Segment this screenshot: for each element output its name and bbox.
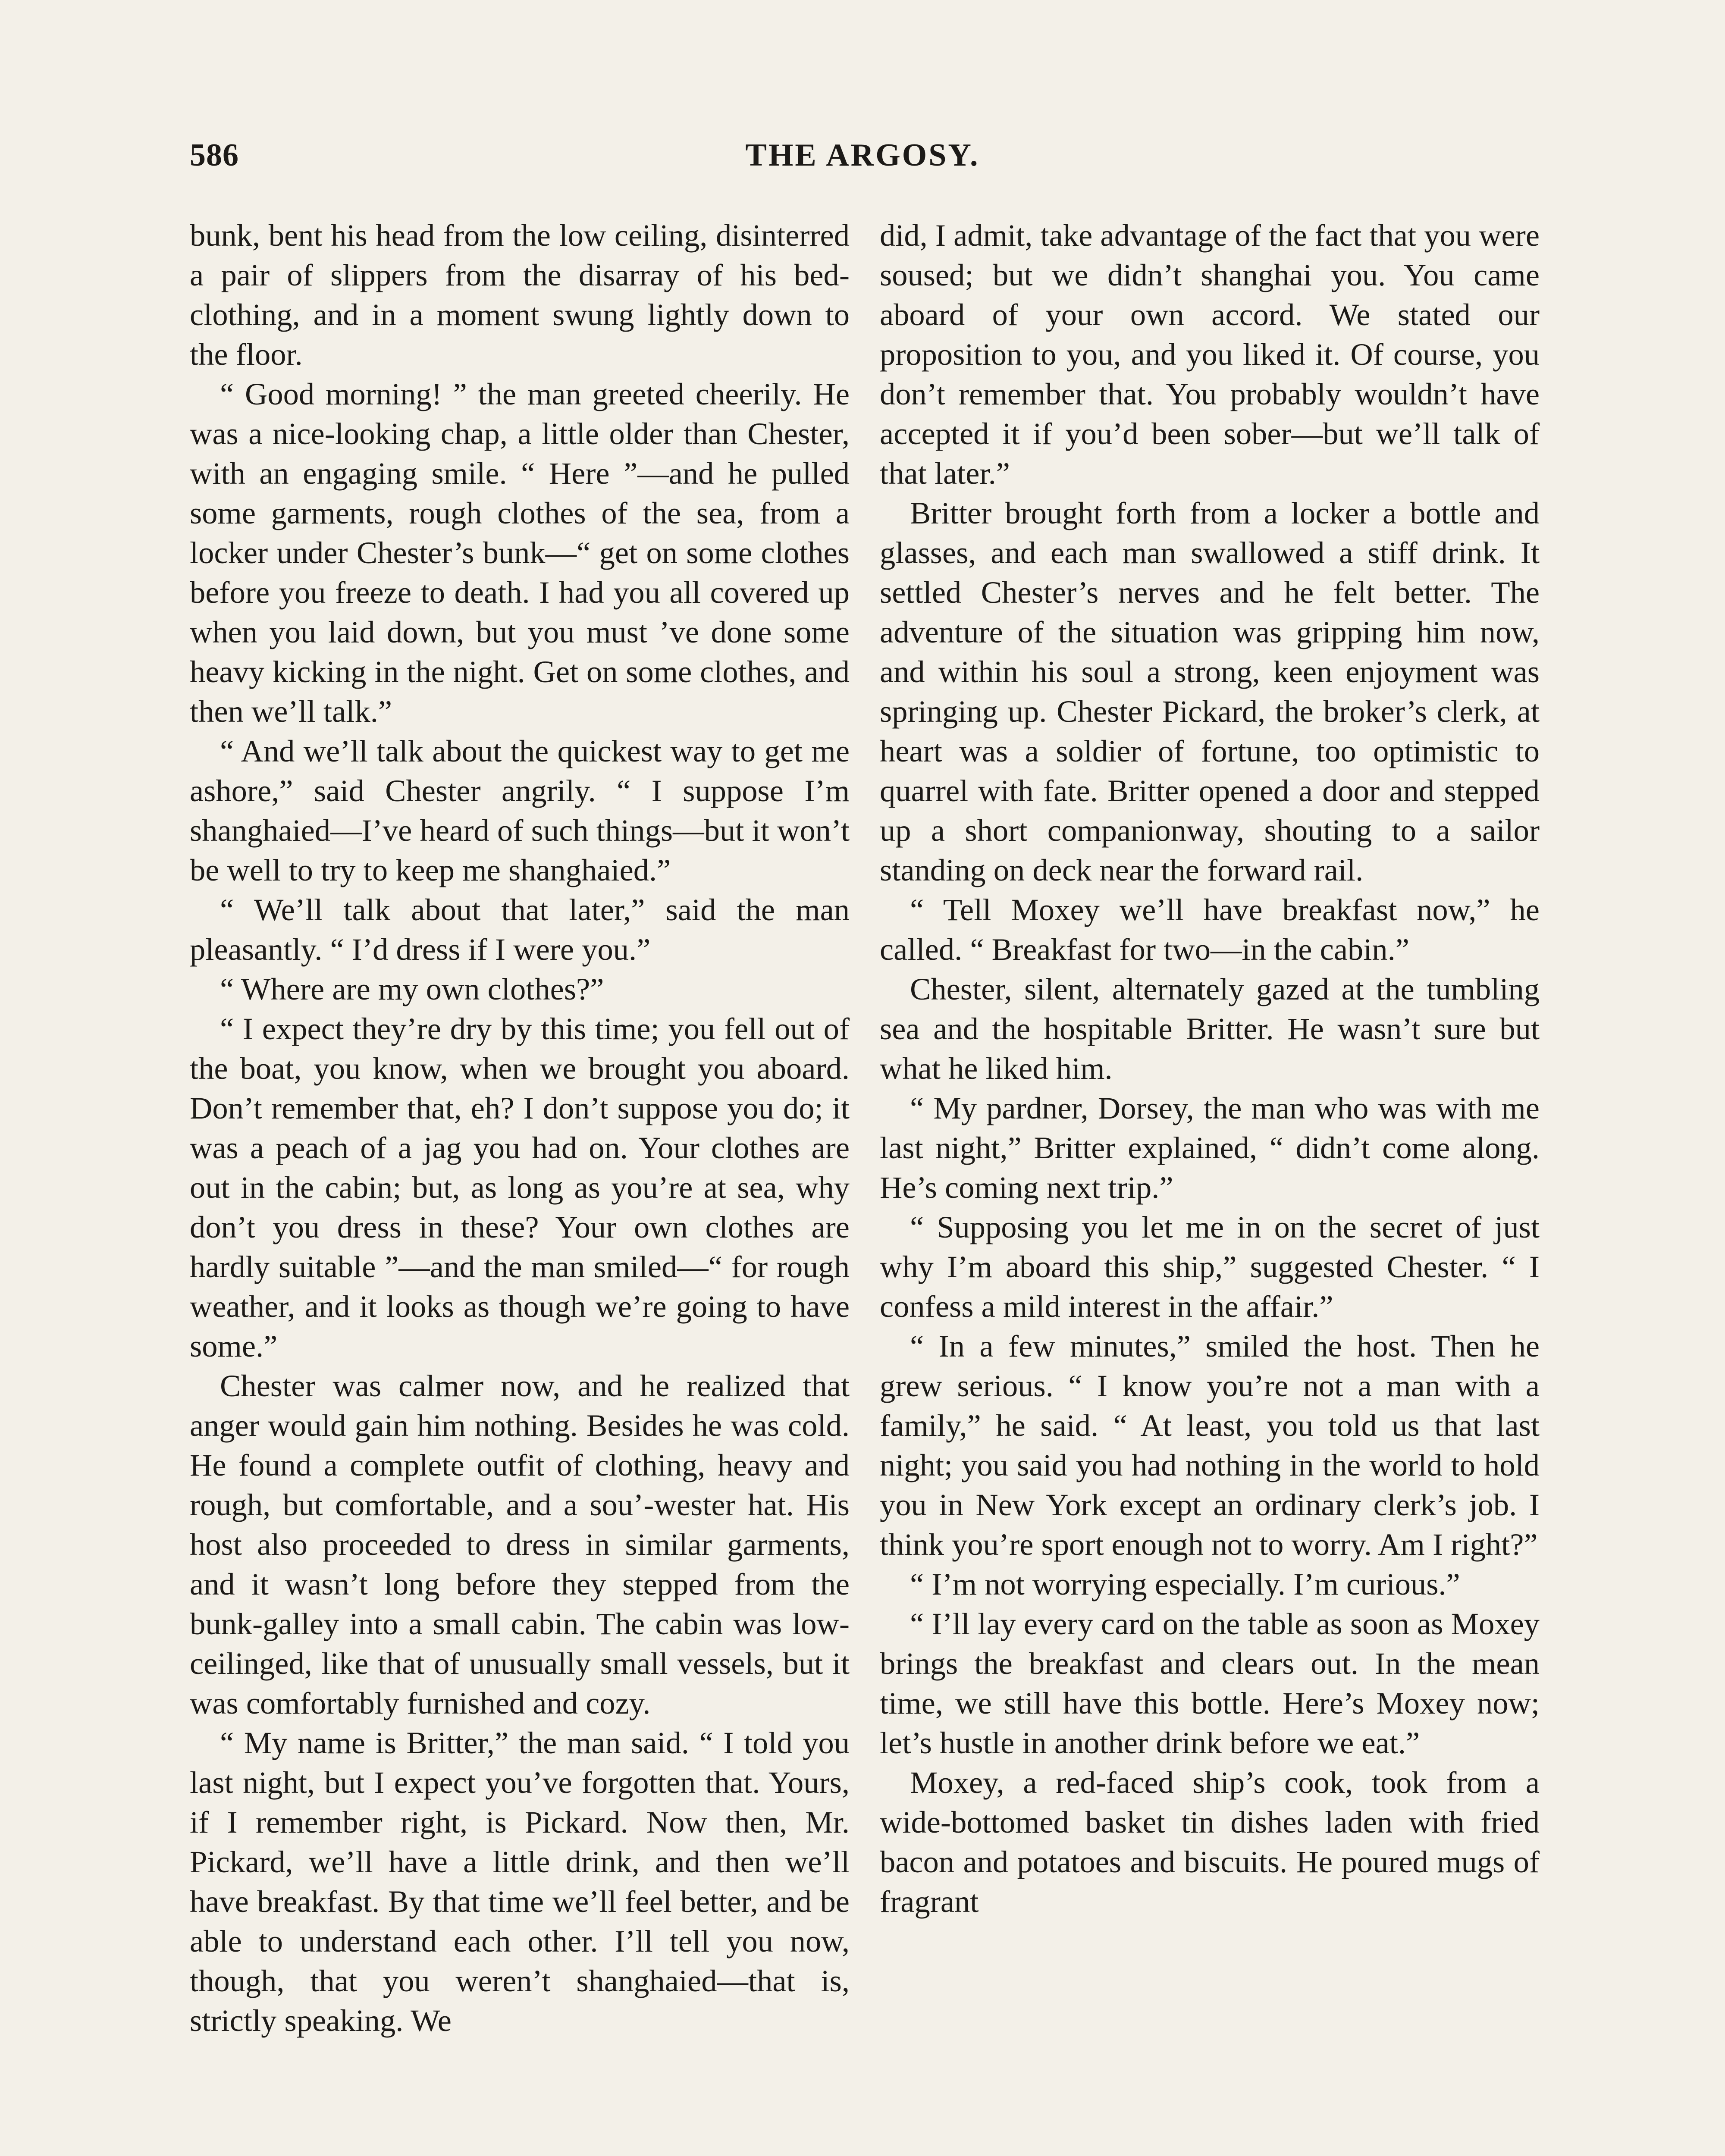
paragraph: did, I admit, take advantage of the fact that you were soused; but we didn’t shanghai you. You came aboard of your own accord. We stated our proposition to you, and you liked it. Of course, you don’t remember that. You probably wouldn’t have accepted it if you’d been sober—but we’ll talk of that later.”	[880, 218, 1540, 491]
paragraph: “ I’ll lay every card on the table as soon as Moxey brings the breakfast and clears out. In the mean time, we still have this bottle. Here’s Moxey now; let’s hustle in another drink before we eat.”	[880, 1606, 1540, 1760]
paragraph: “ Supposing you let me in on the secret of just why I’m aboard this ship,” suggested Chester. “ I confess a mild interest in the affair.”	[880, 1210, 1540, 1324]
page-number: 586	[190, 138, 239, 173]
paragraph: Chester, silent, alternately gazed at the tumbling sea and the hospitable Britter. He wasn’t sure but what he liked him.	[880, 971, 1540, 1086]
paragraph: “ Good morning! ” the man greeted cheerily. He was a nice-looking chap, a little older than Chester, with an engaging smile. “ Here ”—and he pulled some garments, rough clothes of the sea, from a locker under Chester’s bunk—“ get on some clothes before you freeze to death. I had you all covered up when you laid down, but you must ’ve done some heavy kicking in the night. Get on some clothes, and then we’ll talk.”	[190, 376, 850, 729]
paragraph: “ My pardner, Dorsey, the man who was with me last night,” Britter explained, “ didn’t come along. He’s coming next trip.”	[880, 1091, 1540, 1205]
left-column	[190, 216, 850, 2040]
running-head	[190, 137, 1535, 185]
paragraph: “ Where are my own clothes?”	[220, 971, 604, 1006]
magazine-title: THE ARGOSY.	[745, 138, 980, 173]
paragraph: “ We’ll talk about that later,” said the man pleasantly. “ I’d dress if I were you.”	[190, 892, 850, 967]
paragraph: “ Tell Moxey we’ll have breakfast now,” he called. “ Breakfast for two—in the cabin.”	[880, 892, 1540, 967]
right-column	[880, 216, 1540, 1921]
paragraph: Moxey, a red-faced ship’s cook, took from a wide-bottomed basket tin dishes laden with fried bacon and potatoes and biscuits. He poured mugs of fragrant	[880, 1765, 1540, 1919]
paragraph: “ I expect they’re dry by this time; you fell out of the boat, you know, when we brought you aboard. Don’t remember that, eh? I don’t suppose you do; it was a peach of a jag you had on. Your clothes are out in the cabin; but, as long as you’re at sea, why don’t you dress in these? Your own clothes are hardly suitable ”—and the man smiled—“ for rough weather, and it looks as though we’re going to have some.”	[190, 1011, 850, 1363]
paragraph: Britter brought forth from a locker a bottle and glasses, and each man swallowed a stiff drink. It settled Chester’s nerves and he felt better. The adventure of the situation was gripping him now, and within his soul a strong, keen enjoyment was springing up. Chester Pickard, the broker’s clerk, at heart was a soldier of fortune, too optimistic to quarrel with fate. Britter opened a door and stepped up a short companionway, shouting to a sailor standing on deck near the forward rail.	[880, 495, 1540, 887]
paragraph: “ I’m not worrying especially. I’m curious.”	[910, 1567, 1460, 1601]
paragraph: “ And we’ll talk about the quickest way to get me ashore,” said Chester angrily. “ I suppose I’m shanghaied—I’ve heard of such things—but it won’t be well to try to keep me shanghaied.”	[190, 733, 850, 887]
paragraph: “ My name is Britter,” the man said. “ I told you last night, but I expect you’ve forgotten that. Yours, if I remember right, is Pickard. Now then, Mr. Pickard, we’ll have a little drink, and then we’ll have breakfast. By that time we’ll feel better, and be able to understand each other. I’ll tell you now, though, that you weren’t shanghaied—that is, strictly speaking. We	[190, 1725, 850, 2038]
paragraph: bunk, bent his head from the low ceiling, disinterred a pair of slippers from the disarray of his bed-clothing, and in a moment swung lightly down to the floor.	[190, 218, 850, 372]
paragraph: Chester was calmer now, and he realized that anger would gain him nothing. Besides he was cold. He found a complete outfit of clothing, heavy and rough, but comfortable, and a sou’-wester hat. His host also proceeded to dress in similar garments, and it wasn’t long before they stepped from the bunk-galley into a small cabin. The cabin was low-ceilinged, like that of unusually small vessels, but it was comfortably furnished and cozy.	[190, 1368, 850, 1720]
paragraph: “ In a few minutes,” smiled the host. Then he grew serious. “ I know you’re not a man with a family,” he said. “ At least, you told us that last night; you said you had nothing in the world to hold you in New York except an ordinary clerk’s job. I think you’re sport enough not to worry. Am I right?”	[880, 1329, 1540, 1562]
